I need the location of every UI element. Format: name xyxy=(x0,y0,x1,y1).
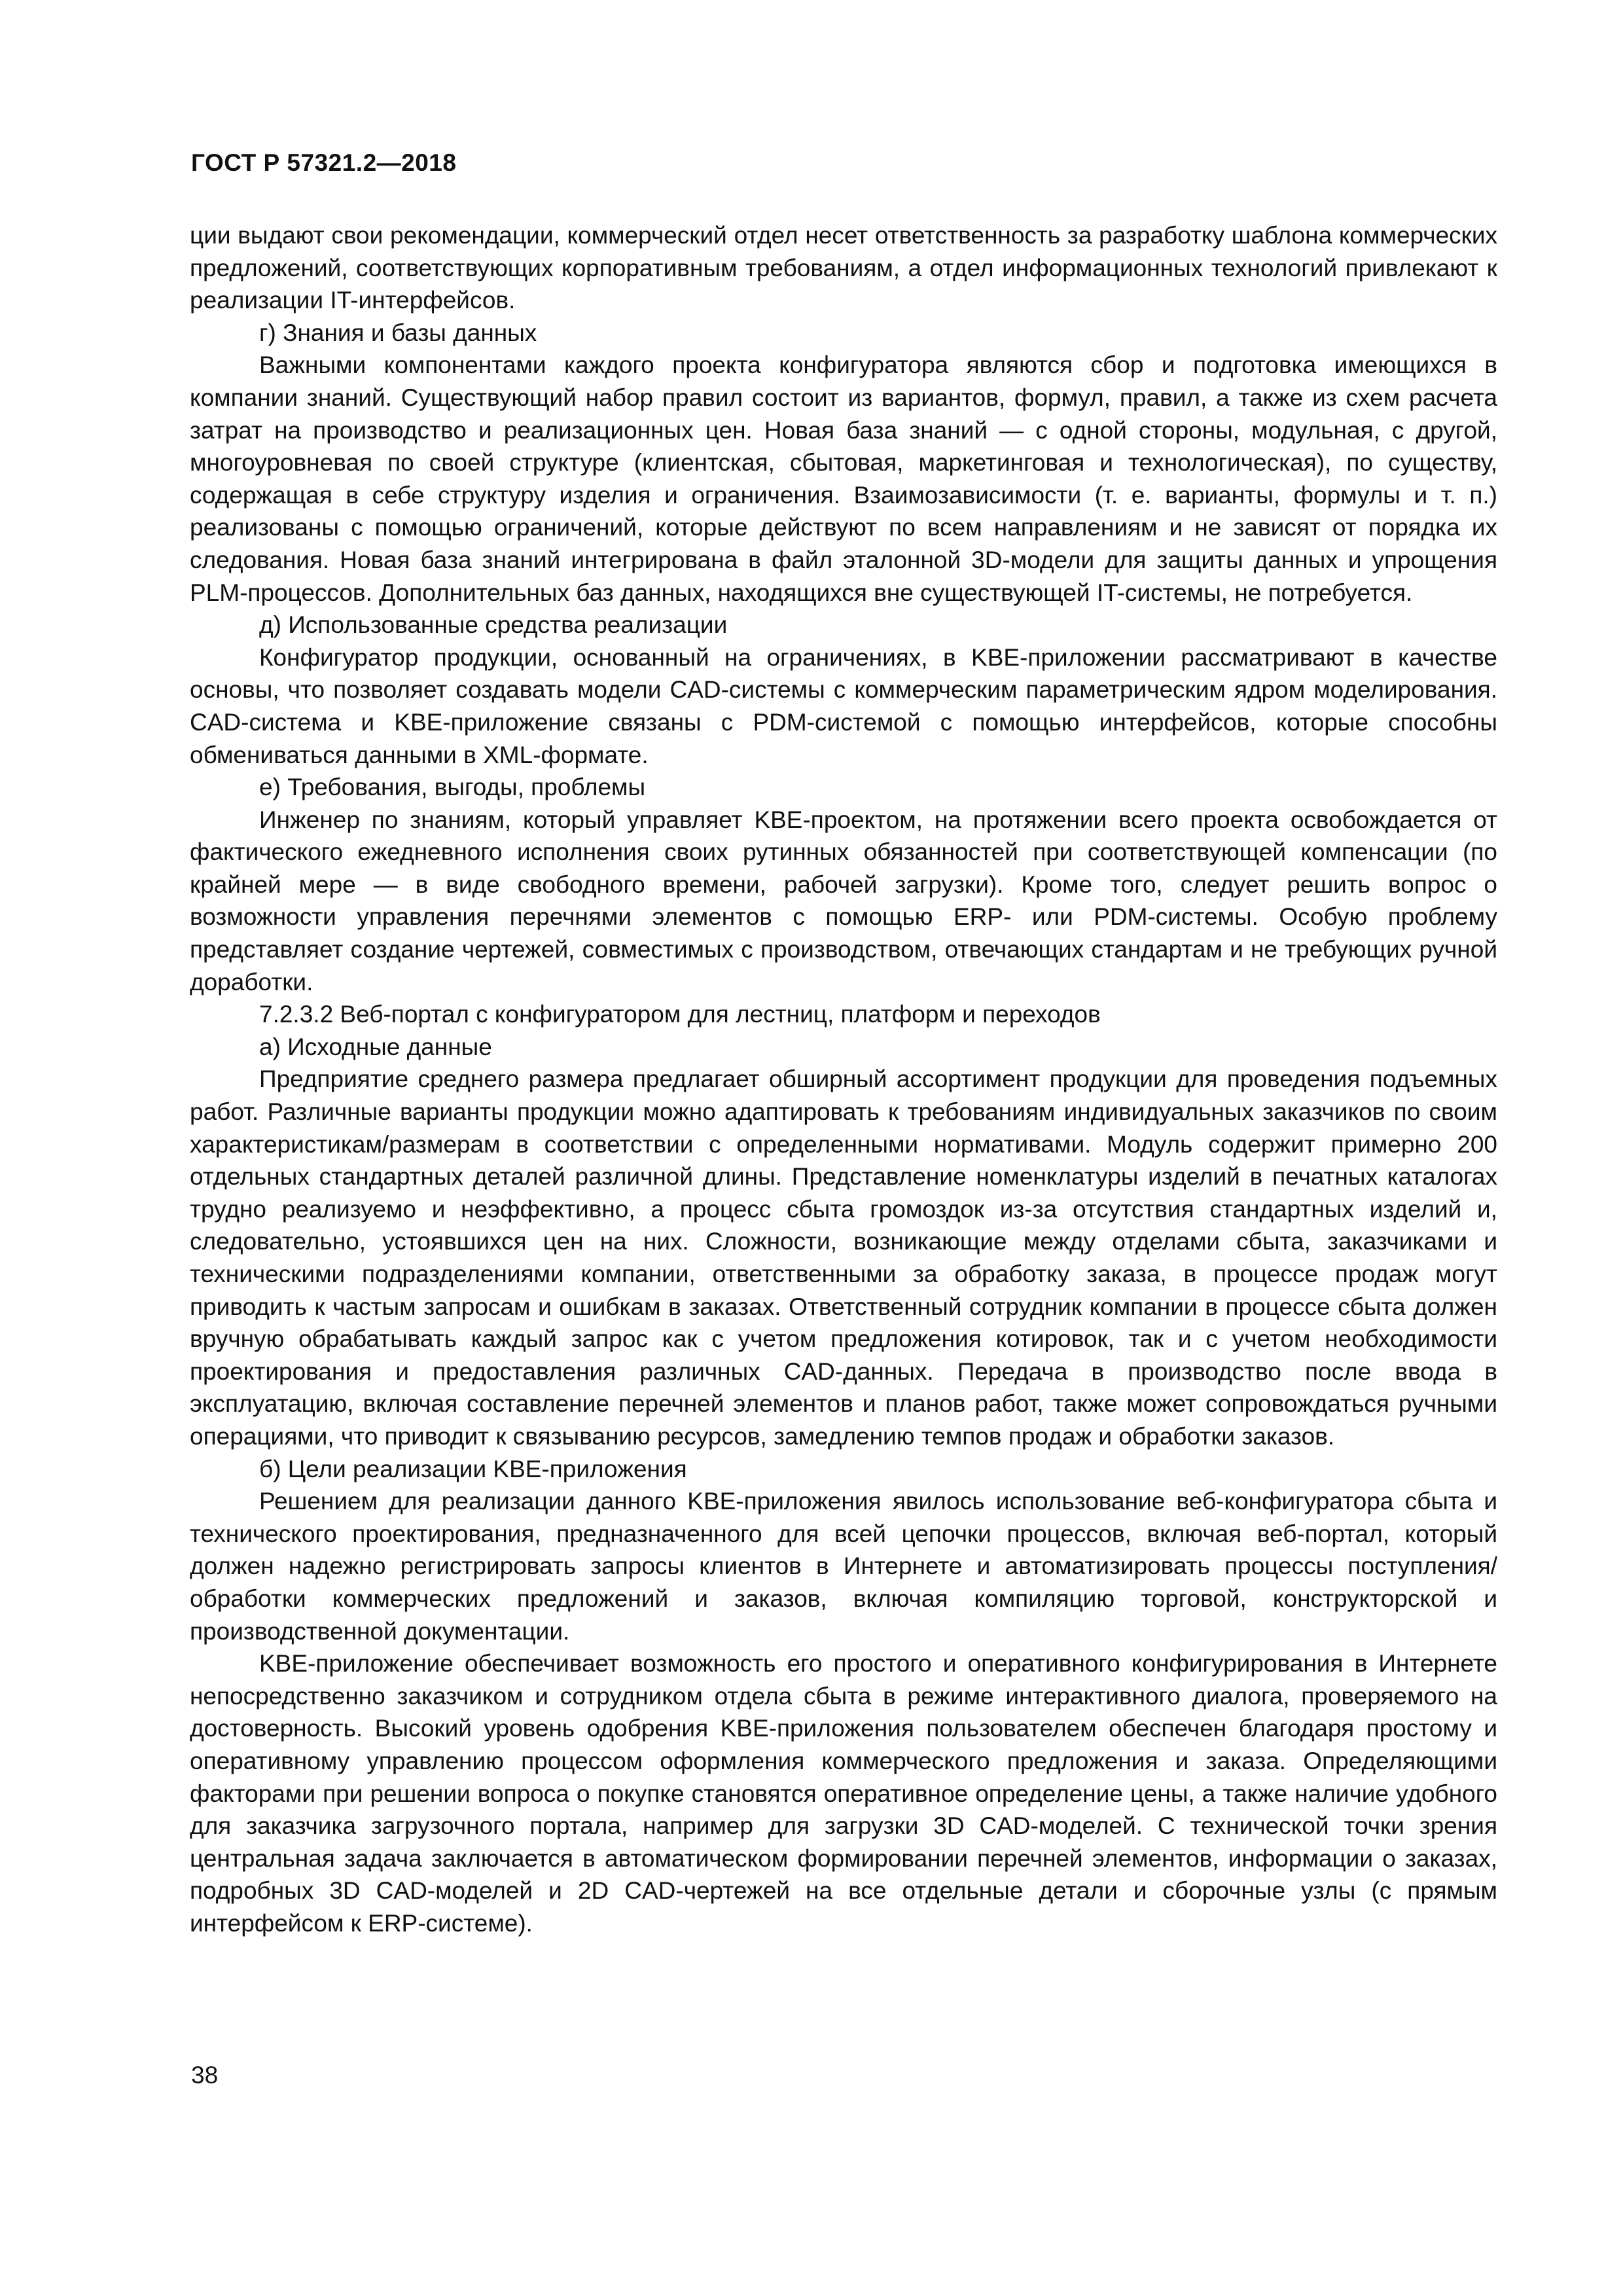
paragraph-kbe-goals: Решением для реализации данного KBE-приложения явилось использование веб-конфигуратора сбыта и технического проектирования, предназначенного для всей цепочки процессов, включая веб-портал, который должен надежно регистрировать запросы клиентов в Интернете и автоматизировать процессы поступления/обработки коммерческих предложений и заказов, включая компиляцию торговой, конструкторской и производственной документации. xyxy=(190,1488,1497,1645)
section-heading-kbe-goals: б) Цели реализации KBE-приложения xyxy=(259,1455,687,1482)
document-body xyxy=(190,219,1497,1939)
paragraph-continuation: ции выдают свои рекомендации, коммерческий отдел несет ответственность за разработку шаблона коммерческих предложений, соответствующих корпоративным требованиям, а отдел информационных технологий привлекают к реализации IT-интерфейсов. xyxy=(190,222,1497,314)
section-heading-initial-data: а) Исходные данные xyxy=(259,1033,492,1060)
standard-id-header: ГОСТ Р 57321.2—2018 xyxy=(191,149,457,176)
paragraph-tools: Конфигуратор продукции, основанный на ограничениях, в KBE-приложении рассматривают в качестве основы, что позволяет создавать модели CAD-системы с коммерческим параметрическим ядром моделирования. CAD-система и KBE-приложение связаны с PDM-системой с помощью интерфейсов, которые способны обмениваться данными в XML-формате. xyxy=(190,643,1497,768)
paragraph-requirements: Инженер по знаниям, который управляет KBE-проектом, на протяжении всего проекта освобождается от фактического ежедневного исполнения своих рутинных обязанностей при соответствующей компенсации (по крайней мере — в виде свободного времени, рабочей загрузки). Кроме того, следует решить вопрос о возможности управления перечнями элементов с помощью ERP- или PDM-системы. Особую проблему представляет создание чертежей, совместимых с производством, отвечающих стандартам и не требующих ручной доработки. xyxy=(190,806,1497,996)
section-heading-knowledge-bases: г) Знания и базы данных xyxy=(259,319,537,346)
paragraph-initial-data: Предприятие среднего размера предлагает обширный ассортимент продукции для проведения подъемных работ. Различные варианты продукции можно адаптировать к требованиям индивидуальных заказчиков по своим характеристикам/размерам в соответствии с определенными нормативами. Модуль содержит примерно 200 отдельных стандартных деталей различной длины. Представление номенклатуры изделий в печатных каталогах трудно реализуемо и неэффективно, а процесс сбыта громоздок из-за отсутствия стандартных изделий и, следовательно, устоявшихся цен на них. Сложности, возникающие между отделами сбыта, заказчиками и техническими подразделениями компании, ответственными за обработку заказа, в процессе продаж могут приводить к частым запросам и ошибкам в заказах. Ответственный сотрудник компании в процессе сбыта должен вручную обрабатывать каждый запрос как с учетом предложения котировок, так и с учетом необходимости проектирования и предоставления различных CAD-данных. Передача в производство после ввода в эксплуатацию, включая составление перечней элементов и планов работ, также может сопровождаться ручными операциями, что приводит к связыванию ресурсов, замедлению темпов продаж и обработки заказов. xyxy=(190,1066,1497,1450)
page-number: 38 xyxy=(191,2062,219,2089)
paragraph-kbe-configuration: KBE-приложение обеспечивает возможность его простого и оперативного конфигурирования в Интернете непосредственно заказчиком и сотрудником отдела сбыта в режиме интерактивного диалога, проверяемого на достоверность. Высокий уровень одобрения KBE-приложения пользователем обеспечен благодаря простому и оперативному управлению процессом оформления коммерческого предложения и заказа. Определяющими факторами при решении вопроса о покупке становятся оперативное определение цены, а также наличие удобного для заказчика загрузочного портала, например для загрузки 3D CAD-моделей. С технической точки зрения центральная задача заключается в автоматическом формировании перечней элементов, информации о заказах, подробных 3D CAD-моделей и 2D CAD-чертежей на все отдельные детали и сборочные узлы (с прямым интерфейсом к ERP-системе). xyxy=(190,1650,1497,1937)
section-heading-requirements: е) Требования, выгоды, проблемы xyxy=(259,774,646,801)
section-heading-tools: д) Использованные средства реализации xyxy=(259,611,728,639)
clause-heading-web-portal: 7.2.3.2 Веб-портал с конфигуратором для лестниц, платформ и переходов xyxy=(259,1001,1101,1028)
paragraph-knowledge-bases: Важными компонентами каждого проекта конфигуратора являются сбор и подготовка имеющихся в компании знаний. Существующий набор правил состоит из вариантов, формул, правил, а также из схем расчета затрат на производство и реализационных цен. Новая база знаний — с одной стороны, модульная, с другой, многоуровневая по своей структуре (клиентская, сбытовая, маркетинговая и технологическая), по существу, содержащая в себе структуру изделия и ограничения. Взаимозависимости (т. е. варианты, формулы и т. п.) реализованы с помощью ограничений, которые действуют по всем направлениям и не зависят от порядка их следования. Новая база знаний интегрирована в файл эталонной 3D-модели для защиты данных и упрощения PLM-процессов. Дополнительных баз данных, находящихся вне существующей IT-системы, не потребуется. xyxy=(190,351,1497,606)
